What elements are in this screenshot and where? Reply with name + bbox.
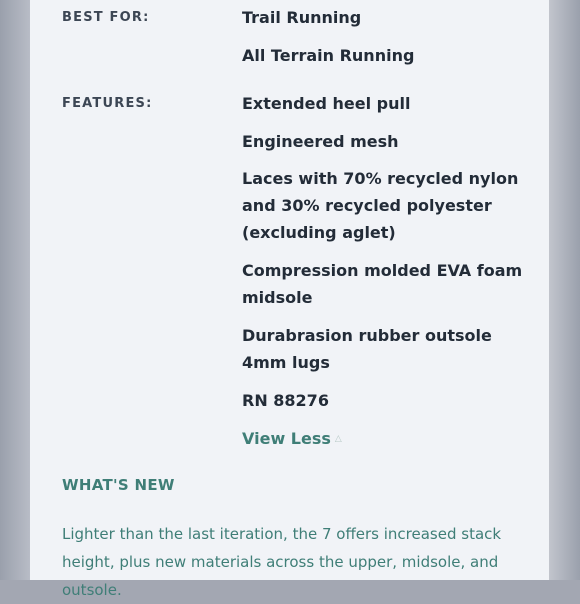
whats-new-heading: WHAT'S NEW [62,476,175,494]
right-bezel [549,0,580,580]
product-details-panel [30,0,549,599]
feature-item: Extended heel pull [242,94,411,113]
view-less-link[interactable] [242,425,342,453]
feature-item: Durabrasion rubber outsole 4mm lugs [242,326,492,372]
best-for-item: Trail Running [242,8,362,27]
whats-new-description: Lighter than the last iteration, the 7 offers increased stack height, plus new materials across the upper, midsole, and outsole. [62,525,502,599]
view-less-label: View Less [242,429,331,448]
best-for-label: BEST FOR: [62,10,150,25]
best-for-item: All Terrain Running [242,46,415,65]
chevron-up-icon: △ [334,434,342,444]
feature-item: Laces with 70% recycled nylon and 30% recycled polyester (excluding aglet) [242,169,519,242]
feature-item: Engineered mesh [242,132,399,151]
feature-item: Compression molded EVA foam midsole [242,261,523,307]
features-label: FEATURES: [62,96,153,111]
feature-item: RN 88276 [242,391,329,410]
left-bezel [0,0,30,580]
